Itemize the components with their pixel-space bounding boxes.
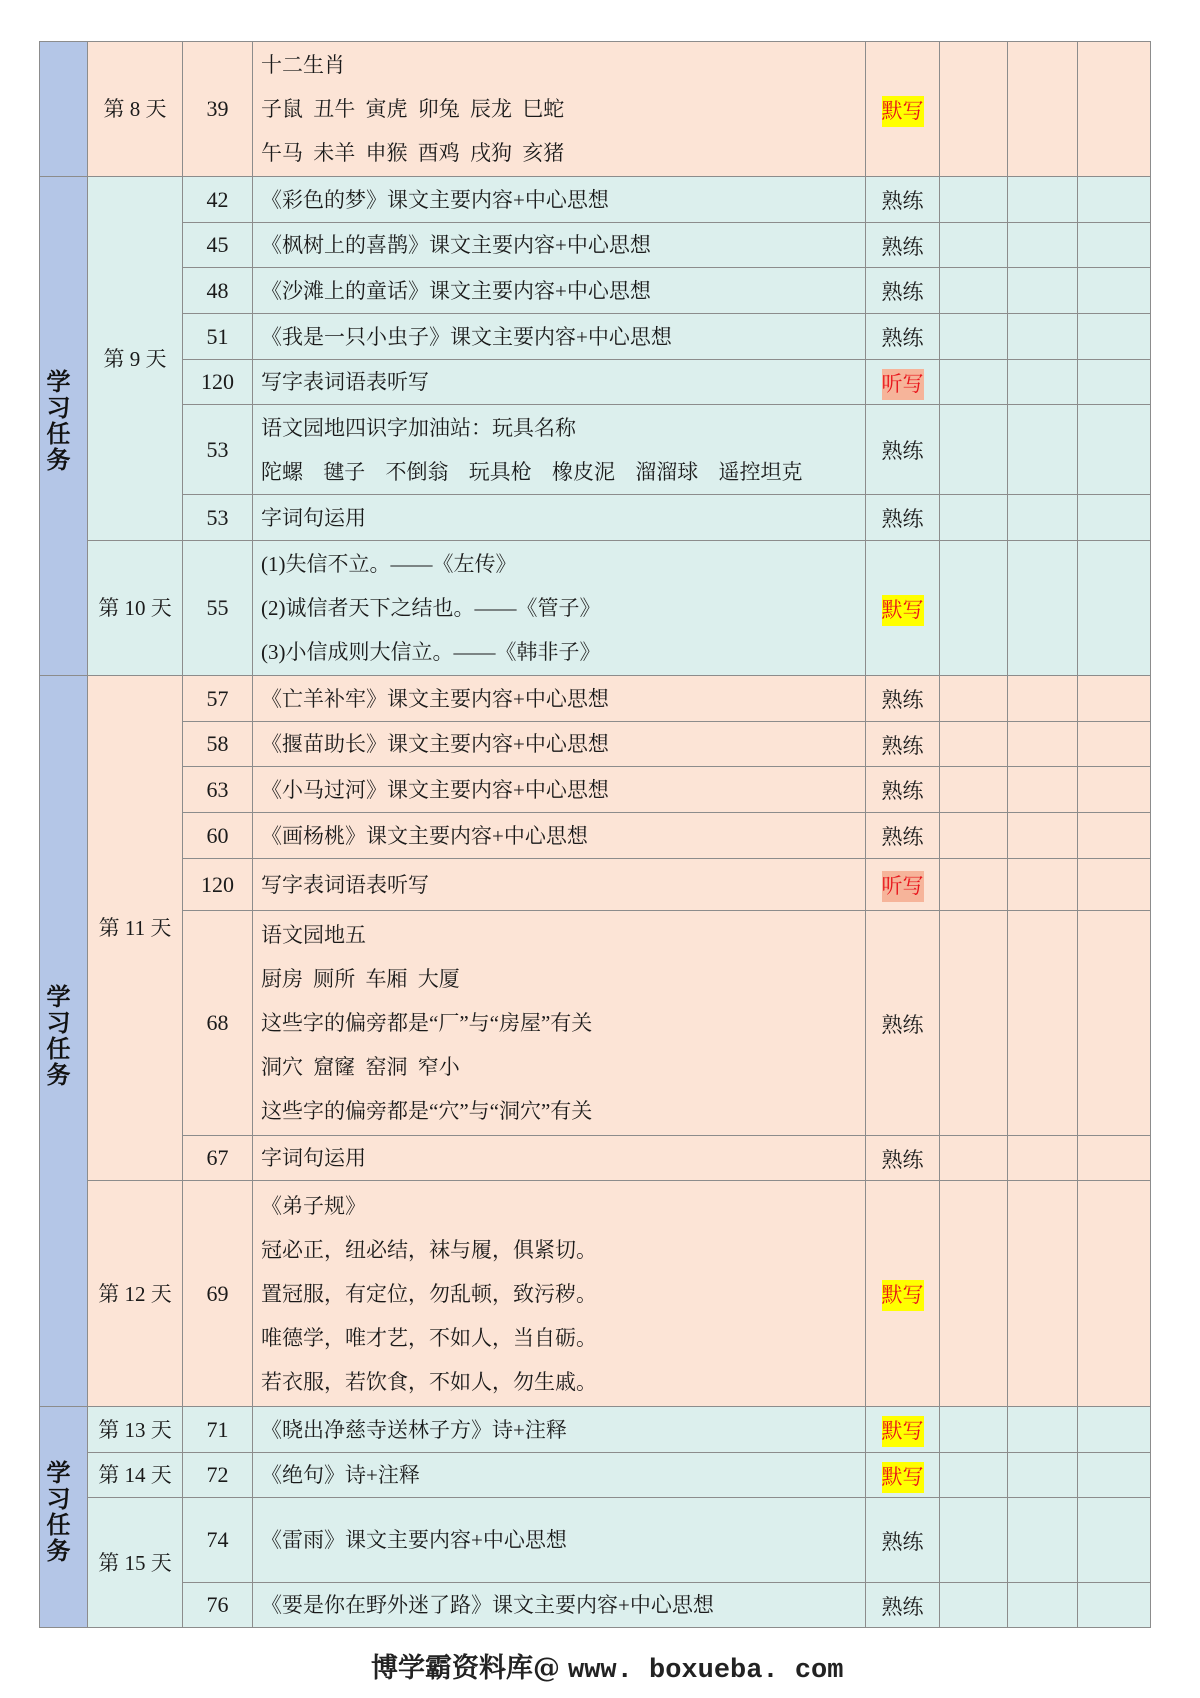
page-number: 68 bbox=[183, 911, 253, 1136]
requirement-cell bbox=[866, 1453, 940, 1498]
content-cell bbox=[253, 859, 866, 911]
check-cell bbox=[940, 859, 1008, 911]
table-row bbox=[40, 911, 1151, 1136]
requirement-badge: 熟练 bbox=[881, 733, 924, 758]
table-row bbox=[40, 360, 1151, 405]
requirement-badge: 熟练 bbox=[881, 234, 924, 259]
day-cell bbox=[88, 1181, 183, 1407]
content-line: 《沙滩上的童话》课文主要内容+中心思想 bbox=[261, 278, 651, 303]
content-cell bbox=[253, 42, 866, 177]
check-cell bbox=[1008, 42, 1078, 177]
day-label: 第 8 天 bbox=[103, 97, 167, 121]
content-line: 《画杨桃》课文主要内容+中心思想 bbox=[261, 823, 588, 848]
check-cell bbox=[1008, 1407, 1078, 1453]
page-number: 63 bbox=[183, 767, 253, 813]
day-cell bbox=[88, 541, 183, 676]
check-cell bbox=[1008, 1136, 1078, 1181]
requirement-badge: 默写 bbox=[882, 595, 924, 626]
task-group-label: 学习任务 bbox=[46, 1459, 71, 1565]
table-row bbox=[40, 541, 1151, 676]
check-cell bbox=[940, 177, 1008, 223]
content-line: 写字表词语表听写 bbox=[261, 872, 429, 897]
content-cell bbox=[253, 405, 866, 495]
check-cell bbox=[1078, 314, 1151, 360]
check-cell bbox=[1078, 1136, 1151, 1181]
requirement-cell bbox=[866, 767, 940, 813]
content-line: 《彩色的梦》课文主要内容+中心思想 bbox=[261, 187, 609, 212]
page-number: 58 bbox=[183, 722, 253, 767]
table-row bbox=[40, 223, 1151, 268]
check-cell bbox=[1078, 268, 1151, 314]
page-number: 48 bbox=[183, 268, 253, 314]
check-cell bbox=[1008, 223, 1078, 268]
check-cell bbox=[1078, 1407, 1151, 1453]
day-cell bbox=[88, 1453, 183, 1498]
page-number: 53 bbox=[183, 405, 253, 495]
requirement-badge: 熟练 bbox=[881, 1147, 924, 1172]
content-cell bbox=[253, 911, 866, 1136]
table-row bbox=[40, 813, 1151, 859]
requirement-cell bbox=[866, 360, 940, 405]
content-line: 《雷雨》课文主要内容+中心思想 bbox=[261, 1528, 567, 1552]
check-cell bbox=[1008, 1181, 1078, 1407]
content-line: 洞穴 窟窿 窑洞 窄小 bbox=[261, 1055, 460, 1079]
content-cell bbox=[253, 1583, 866, 1628]
page-number: 71 bbox=[183, 1407, 253, 1453]
check-cell bbox=[1008, 767, 1078, 813]
content-line: 《枫树上的喜鹊》课文主要内容+中心思想 bbox=[261, 233, 651, 257]
requirement-badge: 熟练 bbox=[881, 688, 924, 713]
check-cell bbox=[1078, 1583, 1151, 1628]
table-row bbox=[40, 495, 1151, 541]
check-cell bbox=[1078, 813, 1151, 859]
content-line: 冠必正，纽必结，袜与履，俱紧切。 bbox=[261, 1237, 597, 1262]
table-row bbox=[40, 177, 1151, 223]
check-cell bbox=[1078, 1453, 1151, 1498]
check-cell bbox=[940, 676, 1008, 722]
content-line: 子鼠 丑牛 寅虎 卯兔 辰龙 巳蛇 bbox=[261, 97, 565, 121]
page-number: 120 bbox=[183, 360, 253, 405]
requirement-cell bbox=[866, 495, 940, 541]
content-cell bbox=[253, 767, 866, 813]
requirement-badge: 熟练 bbox=[881, 825, 924, 850]
check-cell bbox=[1008, 541, 1078, 676]
content-cell bbox=[253, 813, 866, 859]
content-line: 《要是你在野外迷了路》课文主要内容+中心思想 bbox=[261, 1593, 714, 1617]
day-cell bbox=[88, 177, 183, 541]
footer-site-name: 博学霸资料库@ bbox=[371, 1653, 560, 1684]
check-cell bbox=[1078, 1181, 1151, 1407]
table-row bbox=[40, 722, 1151, 767]
check-cell bbox=[1008, 911, 1078, 1136]
footer-watermark bbox=[371, 1650, 843, 1688]
content-line: 字词句运用 bbox=[261, 505, 366, 530]
check-cell bbox=[940, 1136, 1008, 1181]
content-line: 这些字的偏旁都是“穴”与“洞穴”有关 bbox=[261, 1099, 593, 1123]
check-cell bbox=[1078, 177, 1151, 223]
requirement-badge: 熟练 bbox=[881, 1529, 924, 1554]
content-line: 陀螺 毽子 不倒翁 玩具枪 橡皮泥 溜溜球 遥控坦克 bbox=[261, 459, 803, 484]
table-row bbox=[40, 1583, 1151, 1628]
check-cell bbox=[1078, 495, 1151, 541]
requirement-badge: 默写 bbox=[882, 1280, 924, 1311]
content-cell bbox=[253, 1407, 866, 1453]
check-cell bbox=[1008, 1498, 1078, 1583]
page-number: 53 bbox=[183, 495, 253, 541]
table-row bbox=[40, 1498, 1151, 1583]
requirement-cell bbox=[866, 676, 940, 722]
page-number: 60 bbox=[183, 813, 253, 859]
check-cell bbox=[1078, 676, 1151, 722]
check-cell bbox=[940, 1453, 1008, 1498]
requirement-badge: 默写 bbox=[882, 1462, 924, 1493]
check-cell bbox=[940, 360, 1008, 405]
content-line: 这些字的偏旁都是“厂”与“房屋”有关 bbox=[261, 1011, 593, 1035]
requirement-cell bbox=[866, 314, 940, 360]
check-cell bbox=[940, 1583, 1008, 1628]
content-line: 厨房 厕所 车厢 大厦 bbox=[261, 967, 460, 991]
content-line: 《亡羊补牢》课文主要内容+中心思想 bbox=[261, 686, 609, 711]
check-cell bbox=[940, 314, 1008, 360]
requirement-cell bbox=[866, 722, 940, 767]
requirement-badge: 熟练 bbox=[881, 1594, 924, 1619]
content-line: 《弟子规》 bbox=[261, 1193, 366, 1218]
check-cell bbox=[1008, 495, 1078, 541]
day-cell bbox=[88, 42, 183, 177]
check-cell bbox=[940, 42, 1008, 177]
check-cell bbox=[1078, 223, 1151, 268]
content-line: (3)小信成则大信立。——《韩非子》 bbox=[261, 640, 601, 664]
page-number: 57 bbox=[183, 676, 253, 722]
table-row bbox=[40, 42, 1151, 177]
day-label: 第 13 天 bbox=[98, 1417, 172, 1442]
requirement-cell bbox=[866, 813, 940, 859]
check-cell bbox=[1008, 177, 1078, 223]
day-cell bbox=[88, 1407, 183, 1453]
check-cell bbox=[940, 1181, 1008, 1407]
table-row bbox=[40, 767, 1151, 813]
content-cell bbox=[253, 223, 866, 268]
check-cell bbox=[940, 405, 1008, 495]
page-number: 45 bbox=[183, 223, 253, 268]
content-cell bbox=[253, 1181, 866, 1407]
requirement-badge: 听写 bbox=[882, 369, 924, 400]
check-cell bbox=[940, 767, 1008, 813]
check-cell bbox=[1008, 360, 1078, 405]
page-number: 42 bbox=[183, 177, 253, 223]
requirement-cell bbox=[866, 1498, 940, 1583]
check-cell bbox=[940, 813, 1008, 859]
check-cell bbox=[1078, 767, 1151, 813]
day-cell bbox=[88, 1498, 183, 1628]
page-number: 72 bbox=[183, 1453, 253, 1498]
content-line: 《小马过河》课文主要内容+中心思想 bbox=[261, 777, 609, 802]
page-number: 55 bbox=[183, 541, 253, 676]
table-row bbox=[40, 314, 1151, 360]
task-group-cell bbox=[40, 676, 88, 1407]
requirement-cell bbox=[866, 177, 940, 223]
content-cell bbox=[253, 177, 866, 223]
content-cell bbox=[253, 722, 866, 767]
check-cell bbox=[1078, 722, 1151, 767]
content-line: (2)诚信者天下之结也。——《管子》 bbox=[261, 596, 601, 620]
requirement-cell bbox=[866, 405, 940, 495]
check-cell bbox=[1008, 1583, 1078, 1628]
check-cell bbox=[940, 1407, 1008, 1453]
day-label: 第 10 天 bbox=[98, 596, 172, 620]
task-group-label: 学习任务 bbox=[46, 368, 71, 474]
check-cell bbox=[1078, 911, 1151, 1136]
check-cell bbox=[1008, 676, 1078, 722]
day-label: 第 9 天 bbox=[103, 346, 167, 371]
check-cell bbox=[1078, 42, 1151, 177]
study-plan-sheet bbox=[39, 41, 1150, 1628]
content-cell bbox=[253, 495, 866, 541]
content-line: 十二生肖 bbox=[261, 53, 345, 77]
page-number: 120 bbox=[183, 859, 253, 911]
content-cell bbox=[253, 314, 866, 360]
content-line: 《绝句》诗+注释 bbox=[261, 1463, 420, 1487]
requirement-cell bbox=[866, 1181, 940, 1407]
table-row bbox=[40, 1453, 1151, 1498]
task-group-cell bbox=[40, 1407, 88, 1628]
footer-site-url: www. boxueba. com bbox=[568, 1656, 844, 1686]
table-row bbox=[40, 405, 1151, 495]
content-cell bbox=[253, 676, 866, 722]
table-row bbox=[40, 676, 1151, 722]
task-group-cell bbox=[40, 177, 88, 676]
requirement-cell bbox=[866, 541, 940, 676]
check-cell bbox=[940, 268, 1008, 314]
day-cell bbox=[88, 676, 183, 1181]
requirement-badge: 熟练 bbox=[881, 326, 924, 351]
check-cell bbox=[940, 495, 1008, 541]
day-label: 第 12 天 bbox=[98, 1281, 172, 1306]
table-row bbox=[40, 1181, 1151, 1407]
check-cell bbox=[940, 722, 1008, 767]
content-line: 《我是一只小虫子》课文主要内容+中心思想 bbox=[261, 324, 672, 349]
table-row bbox=[40, 859, 1151, 911]
requirement-badge: 熟练 bbox=[881, 1012, 924, 1037]
check-cell bbox=[1008, 722, 1078, 767]
requirement-cell bbox=[866, 268, 940, 314]
requirement-cell bbox=[866, 42, 940, 177]
page-number: 74 bbox=[183, 1498, 253, 1583]
check-cell bbox=[940, 911, 1008, 1136]
task-group-label: 学习任务 bbox=[46, 983, 71, 1089]
content-line: 字词句运用 bbox=[261, 1146, 366, 1170]
check-cell bbox=[1078, 360, 1151, 405]
study-plan-table bbox=[39, 41, 1151, 1628]
requirement-badge: 熟练 bbox=[881, 280, 924, 305]
check-cell bbox=[1078, 859, 1151, 911]
requirement-cell bbox=[866, 223, 940, 268]
requirement-badge: 熟练 bbox=[881, 507, 924, 532]
page-number: 69 bbox=[183, 1181, 253, 1407]
content-line: 《揠苗助长》课文主要内容+中心思想 bbox=[261, 732, 609, 756]
check-cell bbox=[1008, 1453, 1078, 1498]
content-line: 写字表词语表听写 bbox=[261, 370, 429, 394]
day-label: 第 15 天 bbox=[98, 1550, 172, 1575]
requirement-badge: 熟练 bbox=[881, 439, 924, 464]
day-label: 第 11 天 bbox=[98, 916, 172, 940]
check-cell bbox=[1008, 813, 1078, 859]
check-cell bbox=[1008, 314, 1078, 360]
check-cell bbox=[940, 223, 1008, 268]
content-line: 唯德学，唯才艺，不如人，当自砺。 bbox=[261, 1325, 597, 1350]
content-cell bbox=[253, 360, 866, 405]
content-cell bbox=[253, 1498, 866, 1583]
requirement-cell bbox=[866, 859, 940, 911]
requirement-badge: 熟练 bbox=[881, 189, 924, 214]
task-group-cell bbox=[40, 42, 88, 177]
check-cell bbox=[1078, 405, 1151, 495]
check-cell bbox=[940, 1498, 1008, 1583]
content-line: 午马 未羊 申猴 酉鸡 戌狗 亥猪 bbox=[261, 141, 565, 165]
page-number: 67 bbox=[183, 1136, 253, 1181]
content-line: 语文园地四识字加油站：玩具名称 bbox=[261, 415, 576, 440]
content-cell bbox=[253, 268, 866, 314]
page-number: 76 bbox=[183, 1583, 253, 1628]
table-row bbox=[40, 1407, 1151, 1453]
check-cell bbox=[1078, 1498, 1151, 1583]
requirement-cell bbox=[866, 1407, 940, 1453]
day-label: 第 14 天 bbox=[98, 1463, 172, 1487]
requirement-cell bbox=[866, 1136, 940, 1181]
content-line: 《晓出净慈寺送林子方》诗+注释 bbox=[261, 1417, 567, 1442]
requirement-badge: 听写 bbox=[882, 871, 924, 902]
check-cell bbox=[1078, 541, 1151, 676]
content-line: 置冠服，有定位，勿乱顿，致污秽。 bbox=[261, 1281, 597, 1306]
content-line: (1)失信不立。——《左传》 bbox=[261, 552, 517, 576]
requirement-cell bbox=[866, 911, 940, 1136]
requirement-badge: 默写 bbox=[882, 96, 924, 127]
content-cell bbox=[253, 541, 866, 676]
check-cell bbox=[1008, 859, 1078, 911]
check-cell bbox=[940, 541, 1008, 676]
requirement-cell bbox=[866, 1583, 940, 1628]
page-number: 39 bbox=[183, 42, 253, 177]
check-cell bbox=[1008, 268, 1078, 314]
page-number: 51 bbox=[183, 314, 253, 360]
content-line: 若衣服，若饮食，不如人，勿生戚。 bbox=[261, 1369, 597, 1394]
content-cell bbox=[253, 1453, 866, 1498]
check-cell bbox=[1008, 405, 1078, 495]
content-cell bbox=[253, 1136, 866, 1181]
table-row bbox=[40, 268, 1151, 314]
requirement-badge: 默写 bbox=[882, 1416, 924, 1447]
content-line: 语文园地五 bbox=[261, 923, 366, 947]
requirement-badge: 熟练 bbox=[881, 779, 924, 804]
table-row bbox=[40, 1136, 1151, 1181]
